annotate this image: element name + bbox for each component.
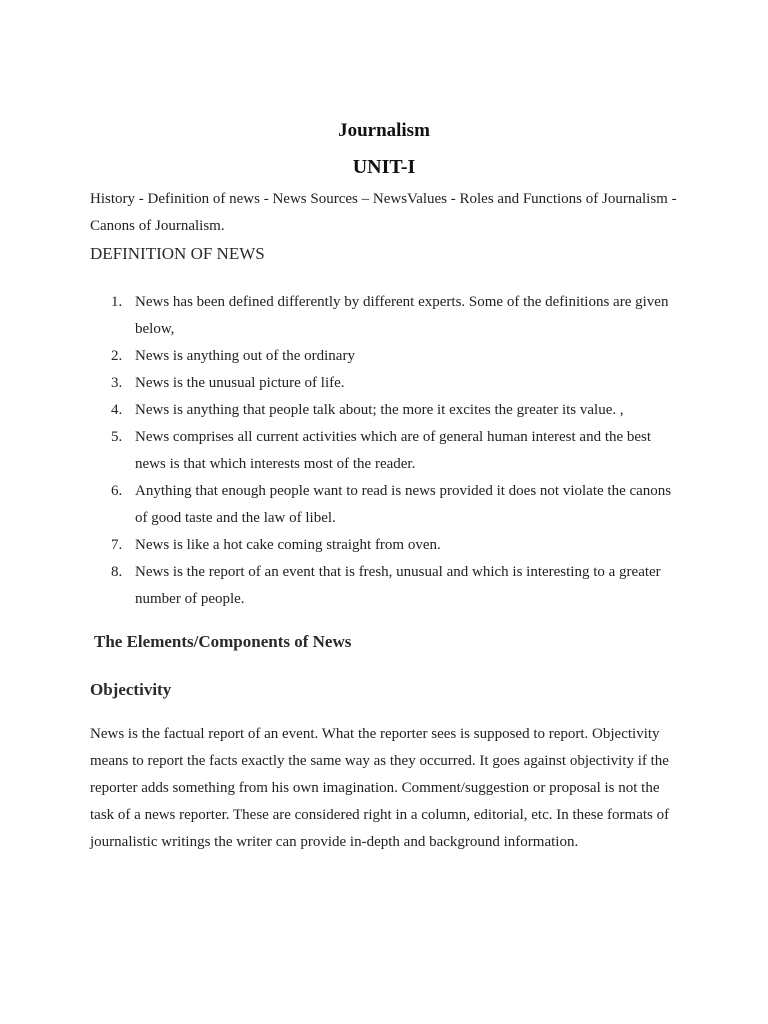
list-text: Anything that enough people want to read is news provided it does not violate the canons of good taste and the law of libel. — [135, 483, 672, 526]
unit-label: UNIT-I — [352, 156, 416, 178]
list-item — [90, 397, 680, 424]
list-number: 8. — [111, 564, 123, 580]
list-number: 2. — [111, 348, 123, 364]
list-text: News is the report of an event that is fresh, unusual and which is interesting to a greater number of people. — [135, 564, 661, 607]
list-text: News is anything out of the ordinary — [135, 348, 355, 364]
list-item — [90, 343, 680, 370]
list-number: 7. — [111, 537, 123, 553]
list-number: 1. — [111, 294, 123, 310]
objectivity-paragraph: News is the factual report of an event. What the reporter sees is supposed to report. Objectivity means to report the facts exactly the same way as they occurred. It goes against objectivity if the reporter adds something from his own imagination. Comment/suggestion or proposal is not the task of a news reporter. These are considered right in a column, editorial, etc. In these formats of journalistic writings the writer can provide in-depth and background information. — [90, 726, 670, 850]
list-item — [90, 424, 680, 478]
list-text: News is like a hot cake coming straight from oven. — [135, 537, 441, 553]
list-item — [90, 478, 680, 532]
list-number: 4. — [111, 402, 123, 418]
list-text: News has been defined differently by different experts. Some of the definitions are given below, — [135, 294, 669, 337]
list-item — [90, 370, 680, 397]
list-text: News is the unusual picture of life. — [135, 375, 345, 391]
document-title: Journalism — [338, 120, 430, 141]
definition-heading-text: DEFINITION OF NEWS — [90, 244, 265, 263]
list-item — [90, 289, 680, 343]
topics-line: History - Definition of news - News Sources – NewsValues - Roles and Functions of Journalism - Canons of Journalism. — [90, 191, 677, 234]
list-text: News comprises all current activities which are of general human interest and the best news is that which interests most of the reader. — [135, 429, 652, 472]
list-item — [90, 559, 680, 613]
definition-heading — [90, 244, 265, 264]
objectivity-heading: Objectivity — [90, 680, 172, 699]
list-number: 6. — [111, 483, 123, 499]
list-item — [90, 532, 680, 559]
list-number: 5. — [111, 429, 123, 445]
unit-heading — [90, 156, 678, 179]
definitions-list — [90, 289, 680, 613]
elements-heading: The Elements/Components of News — [94, 632, 352, 651]
list-number: 3. — [111, 375, 123, 391]
list-text: News is anything that people talk about; the more it excites the greater its value. , — [135, 402, 624, 418]
